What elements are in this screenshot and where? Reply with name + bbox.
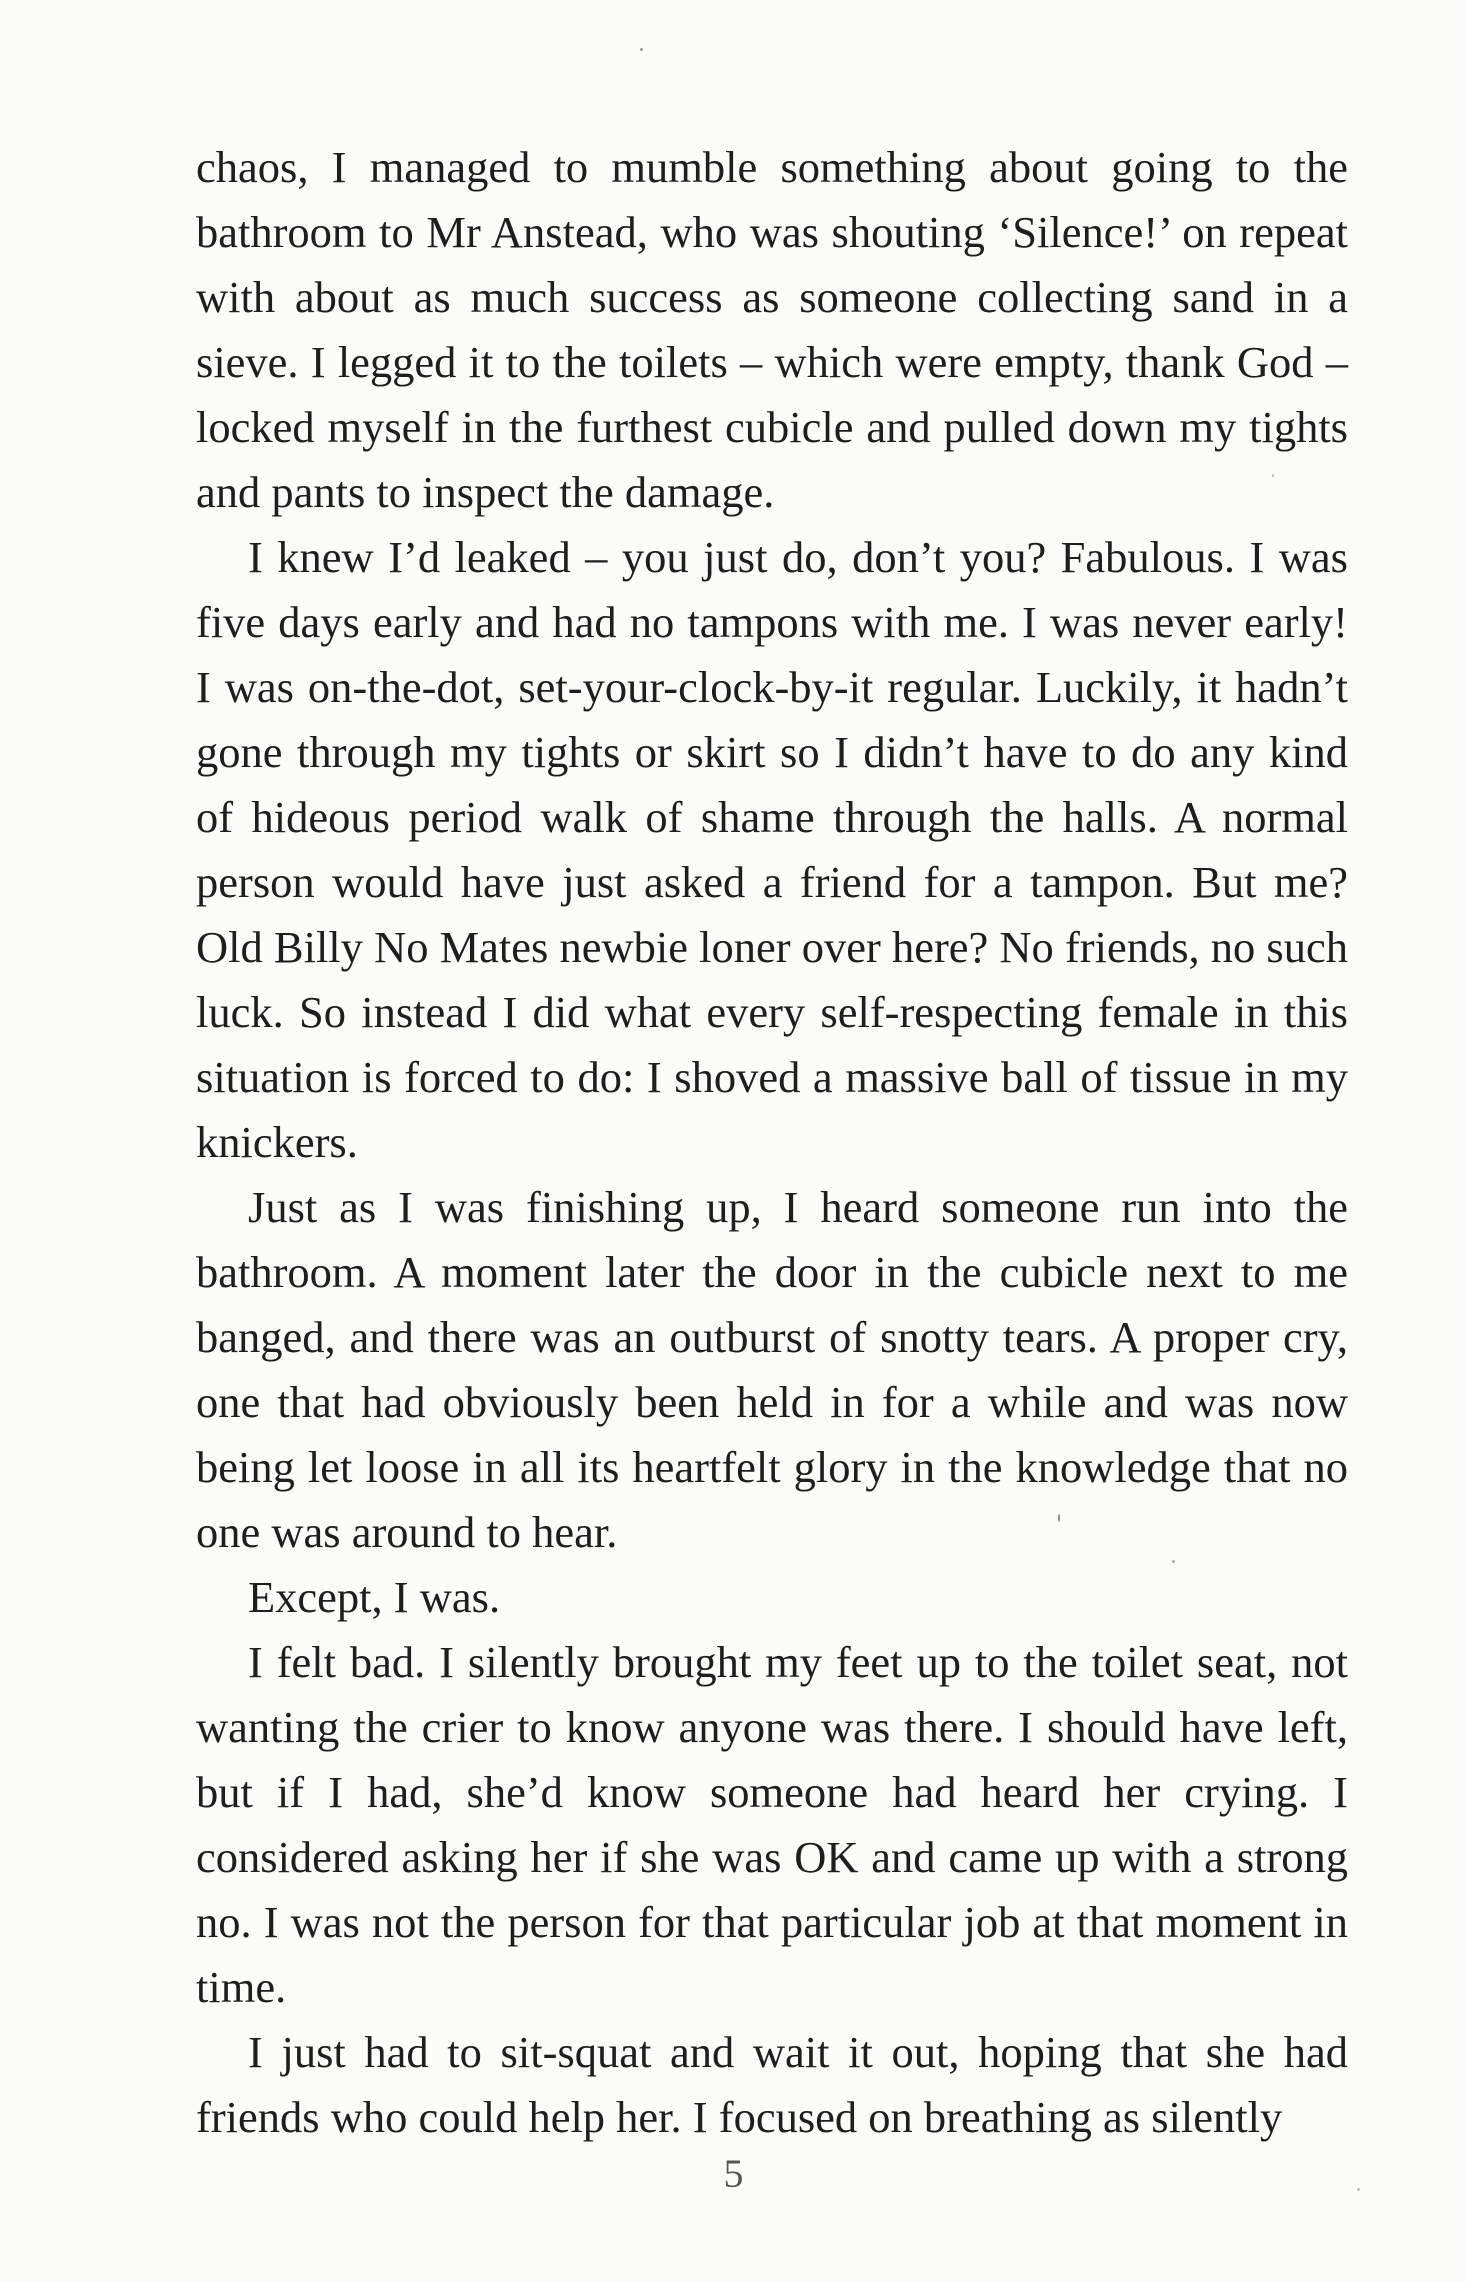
scan-speck <box>640 48 643 51</box>
paragraph-4: Except, I was. <box>248 1572 501 1622</box>
paragraph-6: I just had to sit-squat and wait it out, hoping that she had friends who could help her. I focused on breathing as silently <box>196 2027 1348 2142</box>
paragraph-5: I felt bad. I silently brought my feet up to the toilet seat, not wanting the crier to know anyone was there. I should have left, but if I had, she’d know someone had heard her crying. I considered asking her if she was OK and came up with a strong no. I was not the person for that particular job at that moment in time. <box>196 1637 1348 2012</box>
scan-speck <box>1357 2188 1360 2191</box>
paragraph-3: Just as I was finishing up, I heard someone run into the bathroom. A moment later the door in the cubicle next to me banged, and there was an outburst of snotty tears. A proper cry, one that had obviously been held in for a while and was now being let loose in all its heartfelt glory in the knowledge that no one was around to hear. <box>196 1182 1348 1557</box>
scan-speck <box>1172 1560 1175 1563</box>
paragraph-1: chaos, I managed to mumble something about going to the bathroom to Mr Anstead, who was shouting ‘Silence!’ on repeat with about as much success as someone collecting sand in a sieve. I legged it to the toilets – which were empty, thank God – locked myself in the furthest cubicle and pulled down my tights and pants to inspect the damage. <box>196 142 1348 517</box>
paragraph-2: I knew I’d leaked – you just do, don’t you? Fabulous. I was five days early and had no tampons with me. I was never early! I was on-the-dot, set-your-clock-by-it regular. Luckily, it hadn’t gone through my tights or skirt so I didn’t have to do any kind of hideous period walk of shame through the halls. A normal person would have just asked a friend for a tampon. But me? Old Billy No Mates newbie loner over here? No friends, no such luck. So instead I did what every self-respecting female in this situation is forced to do: I shoved a massive ball of tissue in my knickers. <box>196 532 1348 1167</box>
book-page-text <box>196 135 1348 2150</box>
scan-speck <box>1058 1514 1060 1522</box>
page-number: 5 <box>723 2151 744 2196</box>
scan-speck <box>1272 474 1274 477</box>
